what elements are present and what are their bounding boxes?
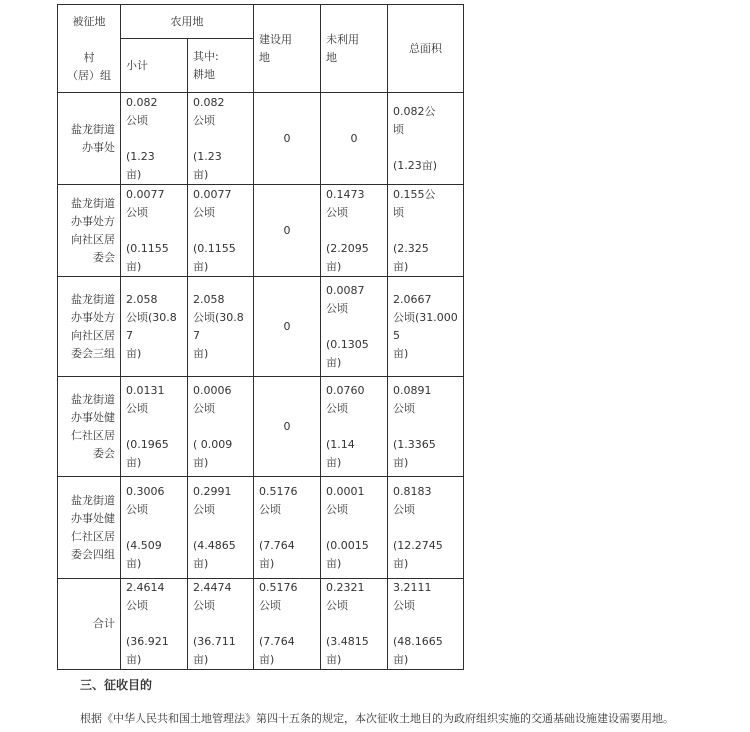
line-gap: [259, 519, 315, 537]
total-line: 0.8183: [393, 484, 432, 498]
line-gap: [193, 130, 248, 148]
total-line: (48.1665: [393, 635, 443, 648]
header-unused-line1: 未利用: [326, 32, 359, 46]
village-cell: 盐龙街道办事处健仁社区居委会四组: [58, 477, 121, 579]
subtotal-line: 亩): [126, 259, 142, 273]
unused-line: (1.14: [326, 437, 355, 451]
arable-line: 0.082: [193, 95, 225, 109]
construction-line: 亩): [259, 653, 275, 666]
arable-line: 2.4474: [193, 581, 232, 594]
total-cell: [388, 377, 464, 477]
line-gap: [393, 418, 458, 436]
village-cell: 盐龙街道办事处健仁社区居委会: [58, 377, 121, 477]
construction-line: 0: [283, 223, 291, 237]
arable-cell: [188, 277, 254, 377]
header-agricultural-land: 农用地: [121, 5, 254, 39]
line-gap: [326, 222, 382, 240]
subtotal-line: 亩): [126, 556, 142, 570]
unused-line: 公顷: [326, 502, 348, 516]
unused-cell: [321, 277, 388, 377]
subtotal-line: 0.0077: [126, 187, 165, 201]
subtotal-line: 2.4614: [126, 581, 165, 594]
unused-line: 公顷: [326, 401, 348, 415]
subtotal-line: 亩): [126, 653, 142, 666]
line-gap: [126, 519, 182, 537]
total-cell: [388, 93, 464, 185]
header-construction-line1: 建设用: [259, 32, 292, 46]
line-gap: [193, 222, 248, 240]
unused-line: 0: [350, 131, 358, 145]
total-line: 亩): [393, 455, 409, 469]
arable-line: 2.058: [193, 292, 225, 306]
header-unused-land: [321, 5, 388, 93]
unused-line: (0.1305: [326, 337, 369, 351]
subtotal-line: 0.082: [126, 95, 158, 109]
subtotal-line: 公顷: [126, 599, 148, 612]
subtotal-line: 2.058: [126, 292, 158, 306]
unused-line: 0.2321: [326, 581, 365, 594]
construction-cell: [254, 377, 321, 477]
header-arable-line2: 耕地: [193, 67, 215, 81]
line-gap: [126, 130, 182, 148]
construction-cell: [254, 277, 321, 377]
header-subtotal: 小计: [121, 39, 188, 93]
unused-line: (3.4815: [326, 635, 369, 648]
total-cell: [388, 579, 464, 670]
section-paragraph: 根据《中华人民共和国土地管理法》第四十五条的规定，本次征收土地目的为政府组织实施的交通基础设施建设需要用地。: [80, 712, 674, 725]
construction-line: 0.5176: [259, 581, 298, 594]
unused-cell: [321, 377, 388, 477]
construction-line: (7.764: [259, 635, 295, 648]
arable-line: 0.0077: [193, 187, 232, 201]
total-line: 0.155公: [393, 187, 436, 201]
land-acquisition-table: [57, 4, 464, 670]
table-row: [58, 579, 464, 670]
total-line: 亩): [393, 653, 409, 666]
subtotal-line: 公顷: [126, 401, 148, 415]
unused-line: 0.0760: [326, 383, 365, 397]
total-line: (12.2745: [393, 538, 443, 552]
table-row: [58, 477, 464, 579]
arable-line: (36.711: [193, 635, 236, 648]
total-line: 亩): [393, 346, 409, 360]
line-gap: [126, 418, 182, 436]
unused-line: 亩): [326, 259, 342, 273]
table-row: [58, 185, 464, 277]
arable-line: 0.2991: [193, 484, 232, 498]
arable-line: 亩): [193, 167, 209, 181]
unused-cell: [321, 185, 388, 277]
header-village-line2: 村: [83, 50, 95, 64]
unused-line: 亩): [326, 653, 342, 666]
unused-line: 亩): [326, 455, 342, 469]
subtotal-line: (36.921: [126, 635, 169, 648]
construction-line: 亩): [259, 556, 275, 570]
line-gap: [326, 418, 382, 436]
subtotal-line: 亩): [126, 346, 142, 360]
unused-line: 公顷: [326, 599, 348, 612]
line-gap: [193, 418, 248, 436]
unused-line: 公顷: [326, 301, 348, 315]
line-gap: [393, 519, 458, 537]
unused-line: 0.0001: [326, 484, 365, 498]
subtotal-line: 公顷: [126, 113, 148, 127]
arable-line: (1.23: [193, 149, 222, 163]
total-line: (2.325: [393, 241, 429, 255]
arable-cell: [188, 185, 254, 277]
total-line: 0.0891: [393, 383, 432, 397]
construction-cell: [254, 579, 321, 670]
unused-line: 0.0087: [326, 283, 365, 297]
line-gap: [326, 615, 382, 633]
header-total-area: 总面积: [388, 5, 464, 93]
subtotal-cell: [121, 477, 188, 579]
construction-line: 0: [283, 319, 291, 333]
village-cell: 盐龙街道办事处方向社区居委会: [58, 185, 121, 277]
total-line: 公顷: [393, 599, 415, 612]
construction-line: 0: [283, 131, 291, 145]
unused-cell: [321, 477, 388, 579]
unused-line: 亩): [326, 556, 342, 570]
arable-cell: [188, 579, 254, 670]
subtotal-line: 0.0131: [126, 383, 165, 397]
village-cell: 盐龙街道办事处方向社区居委会三组: [58, 277, 121, 377]
arable-line: 亩): [193, 653, 209, 666]
arable-line: 公顷: [193, 205, 215, 219]
arable-line: 亩): [193, 259, 209, 273]
unused-line: 0.1473: [326, 187, 365, 201]
header-construction-land: [254, 5, 321, 93]
line-gap: [193, 615, 248, 633]
arable-cell: [188, 477, 254, 579]
header-construction-line2: 地: [259, 50, 270, 64]
total-line: 0.082公: [393, 104, 436, 118]
line-gap: [259, 615, 315, 633]
header-arable-line1: 其中:: [193, 49, 219, 63]
unused-cell: [321, 579, 388, 670]
construction-cell: [254, 93, 321, 185]
total-cell: [388, 185, 464, 277]
subtotal-line: 公顷: [126, 502, 148, 516]
subtotal-line: 0.3006: [126, 484, 165, 498]
village-cell: 合计: [58, 579, 121, 670]
subtotal-line: (1.23: [126, 149, 155, 163]
line-gap: [326, 519, 382, 537]
total-line: 顷: [393, 205, 404, 219]
total-line: 亩): [393, 259, 409, 273]
unused-line: 亩): [326, 355, 342, 369]
arable-line: 公顷: [193, 502, 215, 516]
table-row: [58, 277, 464, 377]
line-gap: [126, 222, 182, 240]
total-line: 公顷: [393, 401, 415, 415]
arable-line: 公顷: [193, 401, 215, 415]
unused-line: (2.2095: [326, 241, 369, 255]
total-line: (1.3365: [393, 437, 436, 451]
construction-line: 0: [283, 419, 291, 433]
arable-cell: [188, 93, 254, 185]
header-arable-land: [188, 39, 254, 93]
total-line: 顷: [393, 122, 404, 136]
arable-line: 亩): [193, 346, 209, 360]
total-line: 公顷: [393, 502, 415, 516]
village-cell: 盐龙街道办事处: [58, 93, 121, 185]
subtotal-line: 公顷: [126, 205, 148, 219]
arable-line: 公顷: [193, 599, 215, 612]
arable-line: 亩): [193, 455, 209, 469]
line-gap: [326, 318, 382, 336]
subtotal-line: 公顷(30.87: [126, 310, 177, 342]
total-line: 亩): [393, 556, 409, 570]
subtotal-line: (0.1155: [126, 241, 169, 255]
total-line: 3.2111: [393, 581, 432, 594]
line-gap: [126, 615, 182, 633]
header-unused-line2: 地: [326, 50, 337, 64]
arable-line: 0.0006: [193, 383, 232, 397]
arable-line: 亩): [193, 556, 209, 570]
subtotal-cell: [121, 277, 188, 377]
subtotal-cell: [121, 377, 188, 477]
unused-cell: [321, 93, 388, 185]
subtotal-cell: [121, 93, 188, 185]
arable-line: ( 0.009: [193, 437, 233, 451]
construction-line: 公顷: [259, 599, 281, 612]
construction-cell: [254, 185, 321, 277]
header-village-line1: 被征地: [72, 14, 106, 28]
total-line: (1.23亩): [393, 158, 438, 172]
arable-line: 公顷: [193, 113, 215, 127]
total-line: 2.0667: [393, 292, 432, 306]
construction-line: (7.764: [259, 538, 295, 552]
subtotal-line: 亩): [126, 455, 142, 469]
unused-line: 公顷: [326, 205, 348, 219]
subtotal-line: 亩): [126, 167, 142, 181]
construction-line: 0.5176: [259, 484, 298, 498]
section-heading: 三、征收目的: [80, 678, 153, 692]
arable-line: 公顷(30.87: [193, 310, 244, 342]
header-village-line3: （居）组: [67, 68, 111, 82]
line-gap: [193, 519, 248, 537]
table-row: [58, 377, 464, 477]
arable-cell: [188, 377, 254, 477]
line-gap: [393, 222, 458, 240]
unused-line: (0.0015: [326, 538, 369, 552]
line-gap: [393, 615, 458, 633]
total-cell: [388, 277, 464, 377]
total-cell: [388, 477, 464, 579]
subtotal-cell: [121, 579, 188, 670]
construction-line: 公顷: [259, 502, 281, 516]
header-village: [58, 5, 121, 93]
arable-line: (0.1155: [193, 241, 236, 255]
construction-cell: [254, 477, 321, 579]
arable-line: (4.4865: [193, 538, 236, 552]
total-line: 公顷(31.0005: [393, 310, 458, 342]
line-gap: [393, 139, 458, 157]
table-row: [58, 93, 464, 185]
subtotal-cell: [121, 185, 188, 277]
subtotal-line: (4.509: [126, 538, 162, 552]
subtotal-line: (0.1965: [126, 437, 169, 451]
